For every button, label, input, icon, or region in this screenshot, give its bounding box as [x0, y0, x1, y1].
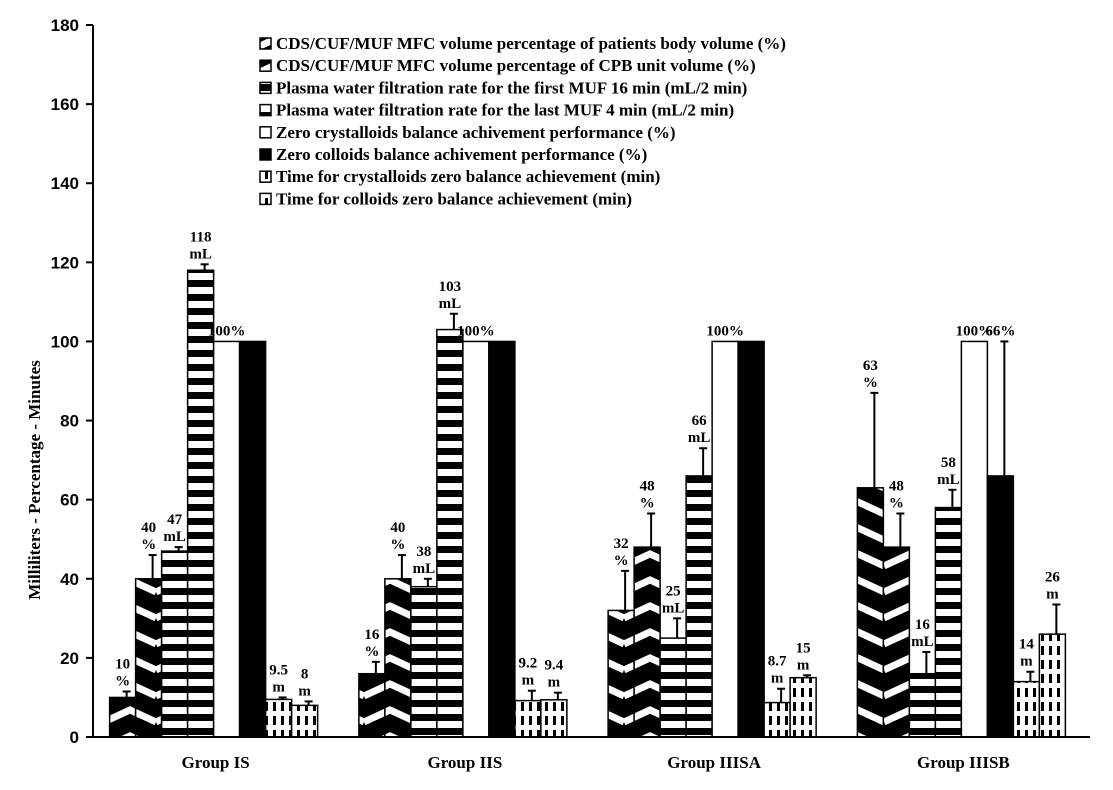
data-label: 16 [364, 626, 380, 643]
legend-item: CDS/CUF/MUF MFC volume percentage of patients body volume (%) [276, 34, 786, 53]
data-label: 58 [940, 454, 956, 471]
category-label: Group IIS [427, 753, 503, 772]
y-axis-label: Milliliters - Percentage - Minutes [25, 360, 44, 600]
data-label: m [547, 674, 561, 691]
legend-item: Zero crystalloids balance achivement performance (%) [276, 122, 676, 142]
bar [541, 700, 567, 737]
y-tick-label: 120 [50, 253, 79, 273]
data-label: % [862, 374, 878, 391]
y-tick-label: 20 [60, 648, 79, 668]
data-label: m [1046, 586, 1059, 603]
legend [260, 34, 786, 208]
data-label: m [796, 657, 810, 674]
legend-item: Time for crystalloids zero balance achievement (min) [276, 167, 661, 187]
y-tick-label: 180 [50, 16, 79, 35]
bar [883, 547, 909, 737]
data-label: mL [189, 246, 212, 263]
data-label: m [521, 672, 535, 689]
bar [857, 488, 883, 737]
y-tick-label: 100 [50, 332, 79, 352]
data-label: % [613, 552, 629, 569]
bar [188, 270, 214, 737]
data-label: mL [163, 529, 186, 546]
bar [162, 551, 188, 737]
data-label: 47 [167, 512, 183, 529]
data-label: 16 [914, 616, 930, 633]
data-label: 9.2 [518, 655, 538, 672]
data-label: 100% [457, 323, 495, 340]
x-axis-categories [182, 753, 1010, 772]
legend-item: Zero colloids balance achivement performance (%) [276, 145, 648, 164]
data-label: 63 [862, 357, 878, 374]
bar [266, 699, 292, 737]
bar [385, 579, 411, 737]
bar [987, 476, 1013, 737]
data-label: 40 [141, 520, 157, 537]
data-label: 118 [189, 229, 212, 246]
legend-swatch [260, 38, 271, 49]
y-axis-ticks [51, 16, 93, 747]
bar [1039, 634, 1065, 737]
bar [110, 697, 136, 737]
y-tick-label: 80 [60, 411, 79, 431]
data-label: 103 [438, 278, 462, 295]
y-tick-label: 60 [60, 490, 79, 510]
y-tick-label: 0 [69, 728, 79, 747]
data-label: 66% [985, 323, 1016, 340]
legend-swatch [260, 149, 271, 160]
legend-swatch [260, 127, 271, 138]
data-label: 8.7 [767, 653, 787, 670]
y-tick-label: 40 [60, 569, 79, 589]
data-label: % [390, 537, 406, 554]
bars [110, 270, 1066, 737]
bar [214, 341, 240, 737]
data-label: 26 [1044, 569, 1060, 586]
legend-swatch [260, 82, 271, 93]
legend-swatch [260, 171, 271, 182]
bar [515, 701, 541, 737]
data-label: 100% [955, 323, 994, 340]
bar [489, 341, 515, 737]
bar [463, 341, 489, 737]
data-label: m [272, 679, 285, 696]
data-label: m [298, 683, 311, 700]
data-label: % [141, 537, 157, 554]
bar [961, 341, 987, 737]
data-label: 10 [115, 656, 131, 673]
data-label: 100% [706, 323, 744, 340]
data-label: 38 [416, 543, 432, 560]
data-label: mL [661, 600, 685, 617]
data-label: 15 [795, 640, 811, 657]
bar [764, 703, 790, 737]
y-tick-label: 140 [50, 174, 79, 194]
data-label: 9.5 [269, 662, 288, 679]
legend-swatch [260, 105, 271, 116]
y-tick-label: 160 [50, 95, 79, 115]
bar [608, 610, 634, 737]
data-label: mL [937, 471, 960, 488]
data-label: 48 [639, 478, 655, 495]
bar [712, 341, 738, 737]
data-label: mL [911, 633, 934, 650]
bar [292, 705, 318, 737]
data-label: mL [687, 430, 711, 447]
bar [359, 674, 385, 737]
data-label: m [1020, 653, 1033, 670]
bar [437, 330, 463, 737]
data-label: 48 [888, 478, 904, 495]
category-label: Group IIISB [916, 753, 1010, 772]
data-label: % [888, 495, 904, 512]
data-label: 8 [300, 666, 309, 683]
data-label: m [770, 670, 784, 687]
legend-item: Plasma water filtration rate for the first MUF 16 min (mL/2 min) [276, 78, 748, 98]
data-label: 100% [207, 323, 246, 340]
legend-item: CDS/CUF/MUF MFC volume percentage of CPB unit volume (%) [276, 56, 756, 76]
legend-item: Plasma water filtration rate for the last MUF 4 min (mL/2 min) [276, 100, 735, 120]
bar [686, 476, 712, 737]
legend-item: Time for colloids zero balance achievement (min) [276, 189, 632, 209]
data-label: % [364, 643, 380, 660]
data-label: 66 [691, 413, 707, 430]
category-label: Group IS [181, 753, 250, 772]
data-label: 25 [665, 583, 681, 600]
bar [240, 341, 266, 737]
bar [738, 341, 764, 737]
bar [1013, 682, 1039, 737]
data-label: 14 [1018, 636, 1034, 653]
data-label: % [115, 673, 131, 690]
data-label: 40 [390, 520, 406, 537]
data-label: 32 [613, 535, 629, 552]
legend-swatch [260, 193, 271, 204]
bar [411, 587, 437, 737]
data-label: % [639, 495, 655, 512]
data-label: 9.4 [544, 657, 564, 674]
bar [634, 547, 660, 737]
bar [660, 638, 686, 737]
legend-swatch [260, 60, 271, 71]
category-label: Group IIISA [667, 753, 761, 772]
bar [136, 579, 162, 737]
bar [790, 678, 816, 737]
data-label: mL [438, 295, 462, 312]
data-label: mL [412, 560, 436, 577]
bar [909, 674, 935, 737]
bar [935, 508, 961, 737]
